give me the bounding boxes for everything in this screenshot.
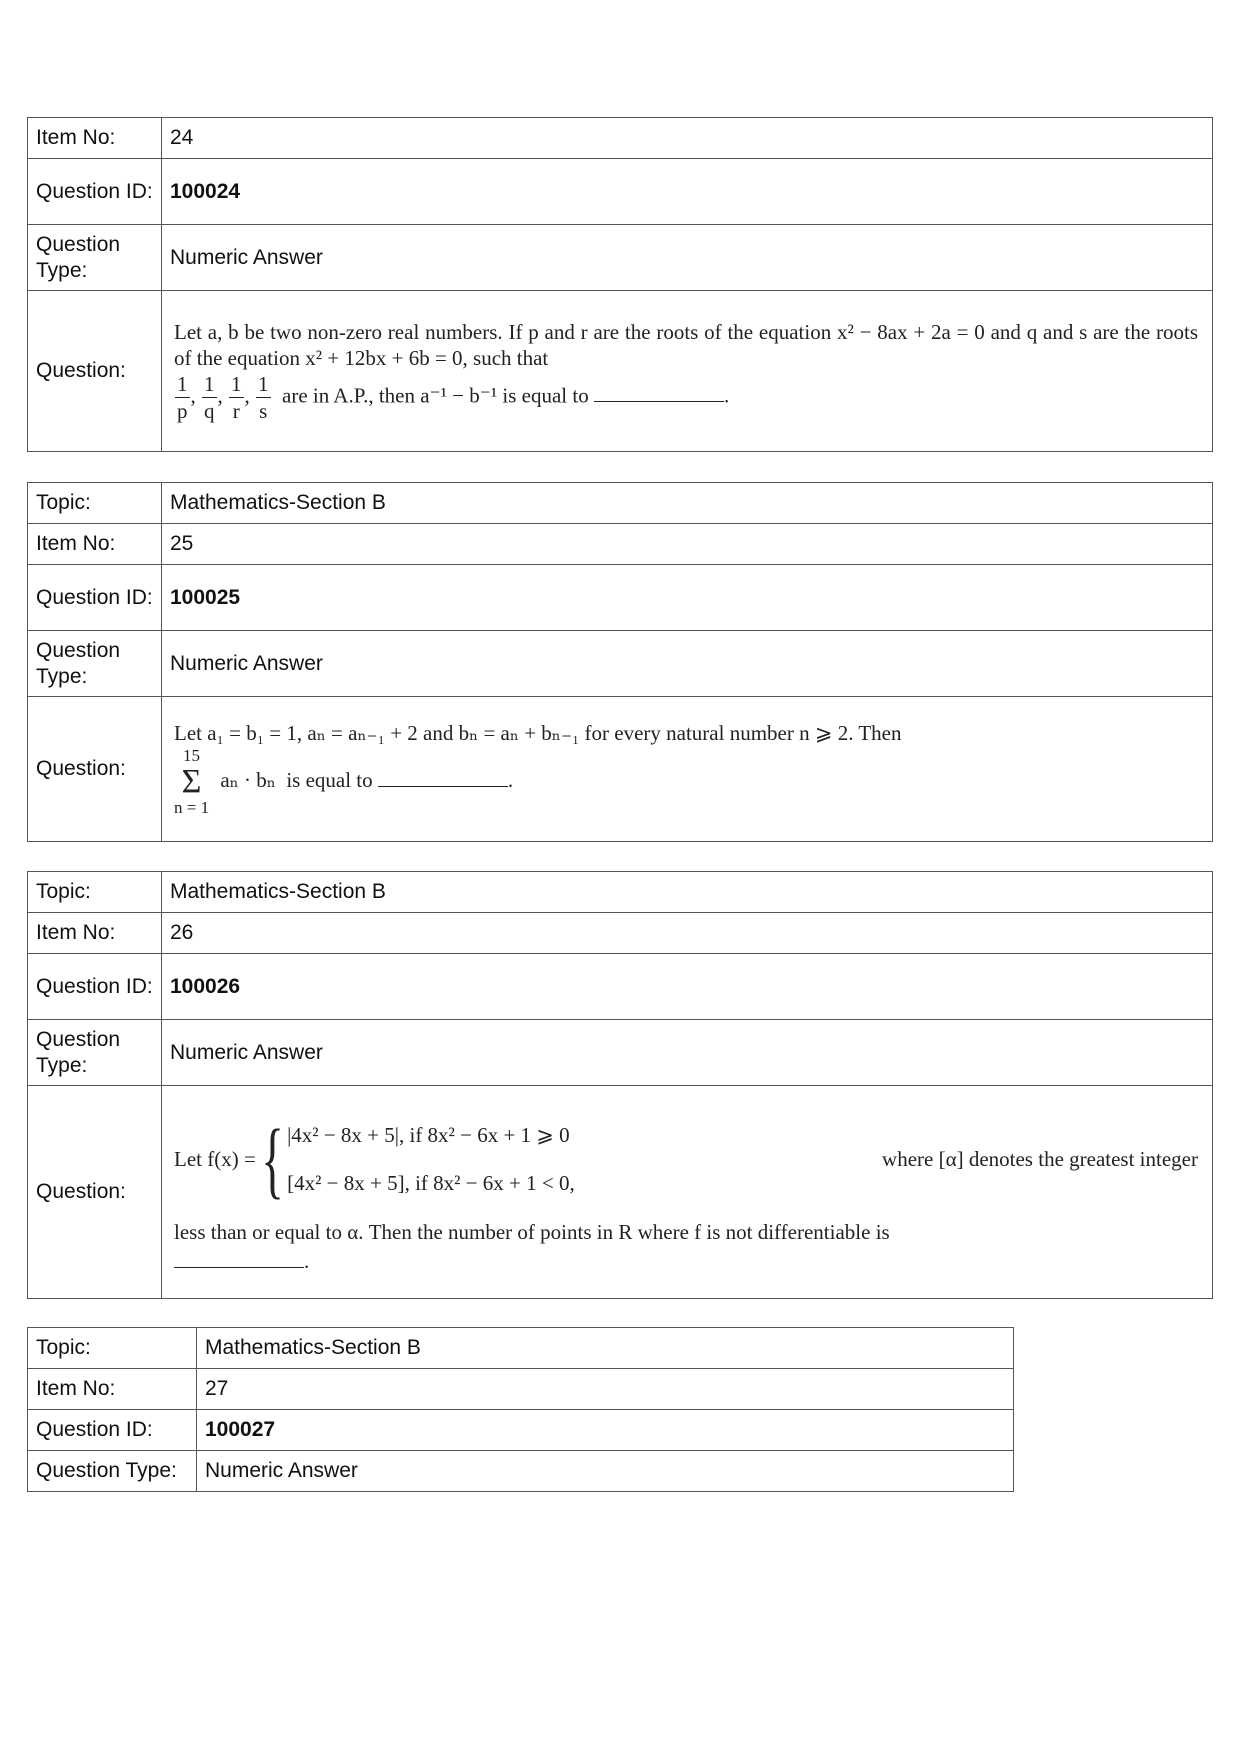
question-type-value: Numeric Answer: [162, 1020, 1213, 1086]
question-type-label: Question Type:: [28, 225, 162, 291]
item-no-value: 25: [162, 524, 1213, 565]
question-text: Let f(x) = { |4x² − 8x + 5|, if 8x² − 6x + 1 ⩾ 0 [4x² − 8x + 5], if 8x² − 6x + 1 < 0, where [α] denotes the greatest integer less than or equal to α. Then the number of points in R where f is not differentiable is .: [162, 1086, 1213, 1299]
fraction-1-over-p: $\frac{1}{p}$: [177, 371, 188, 423]
question-text-part-2: is equal to: [286, 767, 373, 792]
question-type-value: Numeric Answer: [162, 631, 1213, 697]
summation: 15 Σ n = 1: [174, 746, 210, 817]
fraction-1-over-r: $\frac{1}{r}$: [231, 371, 242, 423]
answer-blank: [378, 764, 508, 787]
item-no-value: 26: [162, 913, 1213, 954]
question-id-label: Question ID:: [28, 565, 162, 631]
fraction-1-over-q: $\frac{1}{q}$: [204, 371, 215, 423]
question-id-value: 100025: [162, 565, 1213, 631]
question-table-26: [27, 871, 1213, 1299]
case-2: [4x² − 8x + 5], if 8x² − 6x + 1 < 0,: [287, 1170, 575, 1195]
question-text-part-1: Let a₁ = b₁ = 1, aₙ = aₙ₋₁ + 2 and bₙ = aₙ + bₙ₋₁ for every natural number n ⩾ 2. Then: [174, 721, 902, 745]
question-id-label: Question ID:: [28, 159, 162, 225]
question-id-value: 100027: [197, 1410, 1014, 1451]
left-brace: {: [261, 1110, 284, 1207]
topic-value: Mathematics-Section B: [197, 1328, 1014, 1369]
question-type-value: Numeric Answer: [197, 1451, 1014, 1492]
question-label: Question:: [28, 697, 162, 842]
item-no-label: Item No:: [28, 1369, 197, 1410]
item-no-label: Item No:: [28, 913, 162, 954]
question-table-24: [27, 117, 1213, 452]
topic-label: Topic:: [28, 872, 162, 913]
item-no-label: Item No:: [28, 524, 162, 565]
question-type-value: Numeric Answer: [162, 225, 1213, 291]
question-text: Let a, b be two non-zero real numbers. If p and r are the roots of the equation x² − 8ax + 2a = 0 and q and s are the roots of the equation x² + 12bx + 6b = 0, such that $\frac{1}{p}$ , $\frac{1}{q}$ , $\frac{1}{r}$ , $\frac{1}{s}$ are in A.P., then a⁻¹ − b⁻¹ is equal to .: [162, 291, 1213, 452]
question-text: Let a₁ = b₁ = 1, aₙ = aₙ₋₁ + 2 and bₙ = aₙ + bₙ₋₁ for every natural number n ⩾ 2. Then 15 Σ n = 1 aₙ · bₙ is equal to .: [162, 697, 1213, 842]
item-no-value: 24: [162, 118, 1213, 159]
topic-value: Mathematics-Section B: [162, 872, 1213, 913]
item-no-value: 27: [197, 1369, 1014, 1410]
topic-label: Topic:: [28, 483, 162, 524]
where-text: where [α] denotes the greatest integer: [882, 1146, 1198, 1171]
question-type-label: Question Type:: [28, 1020, 162, 1086]
fraction-1-over-s: $\frac{1}{s}$: [258, 371, 269, 423]
question-label: Question:: [28, 1086, 162, 1299]
topic-label: Topic:: [28, 1328, 197, 1369]
question-table-25: [27, 482, 1213, 842]
piecewise-definition: [174, 1111, 1198, 1207]
question-text-part-1: Let a, b be two non-zero real numbers. If p and r are the roots of the equation x² − 8ax + 2a = 0 and q and s are the roots of the equation x² + 12bx + 6b = 0, such that: [174, 319, 1198, 370]
question-id-value: 100026: [162, 954, 1213, 1020]
question-text-part-2: are in A.P., then a⁻¹ − b⁻¹ is equal to: [282, 382, 589, 407]
answer-blank: [594, 379, 724, 402]
item-no-label: Item No:: [28, 118, 162, 159]
case-1: |4x² − 8x + 5|, if 8x² − 6x + 1 ⩾ 0: [287, 1122, 570, 1147]
question-id-value: 100024: [162, 159, 1213, 225]
summation-body: aₙ · bₙ: [220, 767, 276, 792]
question-label: Question:: [28, 291, 162, 452]
piecewise-cases: [287, 1111, 575, 1207]
question-text-part-2: less than or equal to α. Then the number of points in R where f is not differentiable is: [174, 1219, 890, 1244]
topic-value: Mathematics-Section B: [162, 483, 1213, 524]
answer-blank: [174, 1245, 304, 1268]
question-type-label: Question Type:: [28, 631, 162, 697]
question-id-label: Question ID:: [28, 954, 162, 1020]
function-let: Let f(x) =: [174, 1146, 256, 1171]
question-table-27: [27, 1327, 1014, 1492]
question-type-label: Question Type:: [28, 1451, 197, 1492]
question-id-label: Question ID:: [28, 1410, 197, 1451]
